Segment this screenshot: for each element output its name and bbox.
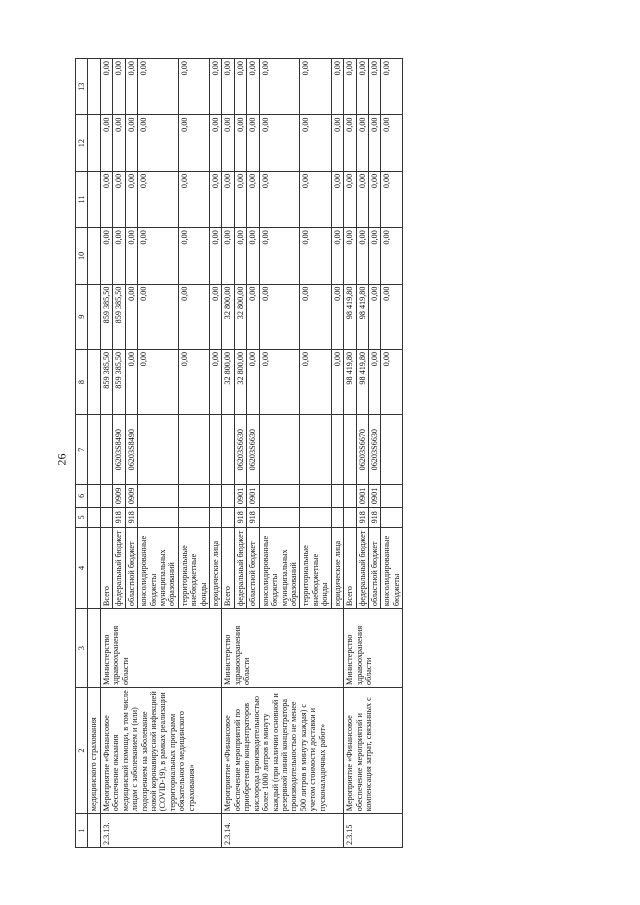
amount-cell: 0,00 <box>178 228 209 284</box>
column-header: 3 <box>76 609 88 688</box>
amount-cell: 0,00 <box>381 228 403 284</box>
section-executor: Министерство здравоохранения области <box>344 609 403 688</box>
target-code <box>259 415 300 485</box>
section-code: 0901 <box>356 485 368 508</box>
grbs-code <box>138 507 179 527</box>
section-id: 2.3.15 <box>344 814 403 848</box>
amount-cell: 0,00 <box>178 349 209 414</box>
section-code <box>344 485 356 508</box>
funding-source: Всего <box>222 527 234 608</box>
amount-cell: 0,00 <box>247 171 259 227</box>
amount-cell: 0,00 <box>125 228 137 284</box>
column-header: 13 <box>76 59 88 115</box>
funding-source: областной бюджет <box>125 527 137 608</box>
amount-cell: 0,00 <box>178 171 209 227</box>
cell <box>88 228 100 284</box>
funding-source: областной бюджет <box>247 527 259 608</box>
amount-cell: 0,00 <box>125 284 137 349</box>
cell <box>88 485 100 508</box>
amount-cell: 0,00 <box>138 171 179 227</box>
amount-cell: 0,00 <box>178 59 209 115</box>
section-code: 0909 <box>113 485 125 508</box>
funding-source: федеральный бюджет <box>356 527 368 608</box>
target-code <box>300 415 331 485</box>
amount-cell: 0,00 <box>138 284 179 349</box>
target-code <box>178 415 209 485</box>
budget-table <box>75 58 403 848</box>
target-code <box>138 415 179 485</box>
amount-cell: 0,00 <box>300 228 331 284</box>
section-code <box>259 485 300 508</box>
column-header: 12 <box>76 115 88 171</box>
amount-cell: 0,00 <box>259 59 300 115</box>
amount-cell: 32 800,00 <box>222 349 234 414</box>
grbs-code: 918 <box>247 507 259 527</box>
grbs-code <box>210 507 222 527</box>
amount-cell: 0,00 <box>259 284 300 349</box>
section-code <box>222 485 234 508</box>
carry-over-row <box>88 59 100 848</box>
amount-cell: 0,00 <box>247 115 259 171</box>
section-code: 0901 <box>368 485 380 508</box>
amount-cell: 0,00 <box>247 284 259 349</box>
amount-cell: 0,00 <box>331 171 343 227</box>
amount-cell: 32 800,00 <box>222 284 234 349</box>
amount-cell: 0,00 <box>247 59 259 115</box>
column-header: 7 <box>76 415 88 485</box>
cell <box>88 59 100 115</box>
section-title: Мероприятие «Финансовое обеспечение мероприятий по приобретению концентраторов кислорода производительностью более 1000 литров в минуту каждый (при наличии основной и резервной линий концентратора производительностью не менее 500 литров в минуту каждая) с учетом стоимости доставки и пусконаладочных работ» <box>222 687 344 813</box>
funding-source: консолидированные бюджеты <box>381 527 403 608</box>
table-row <box>344 59 356 848</box>
amount-cell: 0,00 <box>368 115 380 171</box>
amount-cell: 0,00 <box>113 59 125 115</box>
grbs-code: 918 <box>113 507 125 527</box>
amount-cell: 0,00 <box>234 115 246 171</box>
funding-source: юридические лица <box>331 527 343 608</box>
amount-cell: 0,00 <box>259 115 300 171</box>
amount-cell: 859 385,50 <box>113 349 125 414</box>
amount-cell: 0,00 <box>368 59 380 115</box>
amount-cell: 0,00 <box>125 171 137 227</box>
grbs-code <box>331 507 343 527</box>
grbs-code: 918 <box>356 507 368 527</box>
amount-cell: 0,00 <box>259 228 300 284</box>
amount-cell: 0,00 <box>344 115 356 171</box>
amount-cell: 0,00 <box>234 228 246 284</box>
column-header: 8 <box>76 349 88 414</box>
amount-cell: 0,00 <box>356 228 368 284</box>
amount-cell: 0,00 <box>331 59 343 115</box>
amount-cell: 0,00 <box>356 115 368 171</box>
amount-cell: 0,00 <box>100 115 112 171</box>
funding-source: консолидированные бюджеты муниципальных образований <box>138 527 179 608</box>
grbs-code <box>178 507 209 527</box>
amount-cell: 0,00 <box>300 171 331 227</box>
amount-cell: 32 800,00 <box>234 349 246 414</box>
column-header: 5 <box>76 507 88 527</box>
column-header: 6 <box>76 485 88 508</box>
grbs-code: 918 <box>234 507 246 527</box>
amount-cell: 0,00 <box>234 59 246 115</box>
amount-cell: 0,00 <box>125 59 137 115</box>
cell <box>88 527 100 608</box>
amount-cell: 0,00 <box>113 115 125 171</box>
funding-source: территориальные внебюджетные фонды <box>178 527 209 608</box>
target-code: 06203S6630 <box>368 415 380 485</box>
amount-cell: 0,00 <box>381 349 403 414</box>
amount-cell: 0,00 <box>381 284 403 349</box>
grbs-code <box>344 507 356 527</box>
section-code: 0901 <box>247 485 259 508</box>
amount-cell: 0,00 <box>300 349 331 414</box>
target-code: 06203S6670 <box>356 415 368 485</box>
amount-cell: 0,00 <box>331 284 343 349</box>
section-code <box>381 485 403 508</box>
amount-cell: 98 419,80 <box>344 284 356 349</box>
column-header: 10 <box>76 228 88 284</box>
funding-source: федеральный бюджет <box>234 527 246 608</box>
column-header: 4 <box>76 527 88 608</box>
amount-cell: 0,00 <box>222 115 234 171</box>
column-header: 9 <box>76 284 88 349</box>
amount-cell: 859 385,50 <box>100 284 112 349</box>
target-code <box>210 415 222 485</box>
amount-cell: 0,00 <box>259 349 300 414</box>
amount-cell: 0,00 <box>356 171 368 227</box>
carry-over-text: медицинского страхования <box>88 687 100 813</box>
amount-cell: 0,00 <box>210 284 222 349</box>
target-code: 06203S6630 <box>247 415 259 485</box>
amount-cell: 0,00 <box>222 171 234 227</box>
amount-cell: 0,00 <box>247 228 259 284</box>
funding-source: федеральный бюджет <box>113 527 125 608</box>
column-header: 1 <box>76 814 88 848</box>
funding-source: Всего <box>100 527 112 608</box>
section-code <box>178 485 209 508</box>
amount-cell: 0,00 <box>210 228 222 284</box>
amount-cell: 0,00 <box>259 171 300 227</box>
rotated-table-container <box>75 58 565 848</box>
amount-cell: 859 385,50 <box>113 284 125 349</box>
amount-cell: 0,00 <box>178 284 209 349</box>
cell <box>88 415 100 485</box>
header-row <box>76 59 88 848</box>
amount-cell: 0,00 <box>138 59 179 115</box>
amount-cell: 0,00 <box>138 228 179 284</box>
amount-cell: 0,00 <box>331 115 343 171</box>
target-code <box>331 415 343 485</box>
amount-cell: 98 419,80 <box>356 349 368 414</box>
amount-cell: 859 385,50 <box>100 349 112 414</box>
cell <box>88 284 100 349</box>
funding-source: территориальные внебюджетные фонды <box>300 527 331 608</box>
section-code <box>210 485 222 508</box>
table-body <box>88 59 403 848</box>
section-code <box>331 485 343 508</box>
amount-cell: 0,00 <box>210 349 222 414</box>
target-code: 06203S8490 <box>125 415 137 485</box>
amount-cell: 0,00 <box>234 171 246 227</box>
cell <box>88 171 100 227</box>
amount-cell: 0,00 <box>344 171 356 227</box>
section-code: 0901 <box>234 485 246 508</box>
amount-cell: 0,00 <box>222 59 234 115</box>
amount-cell: 0,00 <box>381 115 403 171</box>
amount-cell: 0,00 <box>113 171 125 227</box>
grbs-code <box>259 507 300 527</box>
page-number: 26 <box>54 453 69 466</box>
grbs-code <box>222 507 234 527</box>
grbs-code <box>300 507 331 527</box>
amount-cell: 0,00 <box>100 59 112 115</box>
amount-cell: 0,00 <box>344 228 356 284</box>
amount-cell: 0,00 <box>368 284 380 349</box>
amount-cell: 0,00 <box>113 228 125 284</box>
column-header: 11 <box>76 171 88 227</box>
cell <box>88 814 100 848</box>
amount-cell: 0,00 <box>331 228 343 284</box>
cell <box>88 115 100 171</box>
target-code: 06203S8490 <box>113 415 125 485</box>
amount-cell: 98 419,80 <box>344 349 356 414</box>
amount-cell: 0,00 <box>381 59 403 115</box>
amount-cell: 0,00 <box>138 115 179 171</box>
grbs-code <box>100 507 112 527</box>
column-header: 2 <box>76 687 88 813</box>
amount-cell: 0,00 <box>368 228 380 284</box>
funding-source: областной бюджет <box>368 527 380 608</box>
amount-cell: 0,00 <box>368 349 380 414</box>
section-code <box>100 485 112 508</box>
grbs-code: 918 <box>368 507 380 527</box>
amount-cell: 98 419,80 <box>356 284 368 349</box>
amount-cell: 0,00 <box>331 349 343 414</box>
funding-source: консолидированные бюджеты муниципальных образований <box>259 527 300 608</box>
section-executor: Министерство здравоохранения области <box>222 609 344 688</box>
section-code <box>300 485 331 508</box>
table-row <box>222 59 234 848</box>
section-id: 2.3.13. <box>100 814 222 848</box>
amount-cell: 0,00 <box>344 59 356 115</box>
cell <box>88 349 100 414</box>
amount-cell: 0,00 <box>300 115 331 171</box>
grbs-code <box>381 507 403 527</box>
amount-cell: 0,00 <box>138 349 179 414</box>
amount-cell: 0,00 <box>356 59 368 115</box>
amount-cell: 0,00 <box>100 171 112 227</box>
amount-cell: 0,00 <box>100 228 112 284</box>
target-code <box>381 415 403 485</box>
amount-cell: 0,00 <box>300 59 331 115</box>
section-id: 2.3.14. <box>222 814 344 848</box>
amount-cell: 0,00 <box>247 349 259 414</box>
target-code <box>222 415 234 485</box>
table-row <box>100 59 112 848</box>
section-executor: Министерство здравоохранения области <box>100 609 222 688</box>
amount-cell: 0,00 <box>210 171 222 227</box>
amount-cell: 0,00 <box>222 228 234 284</box>
target-code: 06203S6630 <box>234 415 246 485</box>
target-code <box>344 415 356 485</box>
amount-cell: 0,00 <box>125 349 137 414</box>
amount-cell: 0,00 <box>368 171 380 227</box>
amount-cell: 0,00 <box>381 171 403 227</box>
funding-source: юридические лица <box>210 527 222 608</box>
cell <box>88 609 100 688</box>
amount-cell: 0,00 <box>210 115 222 171</box>
target-code <box>100 415 112 485</box>
amount-cell: 0,00 <box>210 59 222 115</box>
section-code: 0909 <box>125 485 137 508</box>
section-title: Мероприятие «Финансовое обеспечение мероприятий и компенсация затрат, связанных с <box>344 687 403 813</box>
amount-cell: 0,00 <box>300 284 331 349</box>
section-title: Мероприятие «Финансовое обеспечение оказания медицинской помощи, в том числе лицам с заболеванием и (или) подозрением на заболевание новой коронавирусной инфекцией (COVID-19), в рамках реализации территориальных программ обязательного медицинского страхования» <box>100 687 222 813</box>
amount-cell: 0,00 <box>178 115 209 171</box>
funding-source: Всего <box>344 527 356 608</box>
amount-cell: 0,00 <box>125 115 137 171</box>
grbs-code: 918 <box>125 507 137 527</box>
cell <box>88 507 100 527</box>
section-code <box>138 485 179 508</box>
amount-cell: 32 800,00 <box>234 284 246 349</box>
